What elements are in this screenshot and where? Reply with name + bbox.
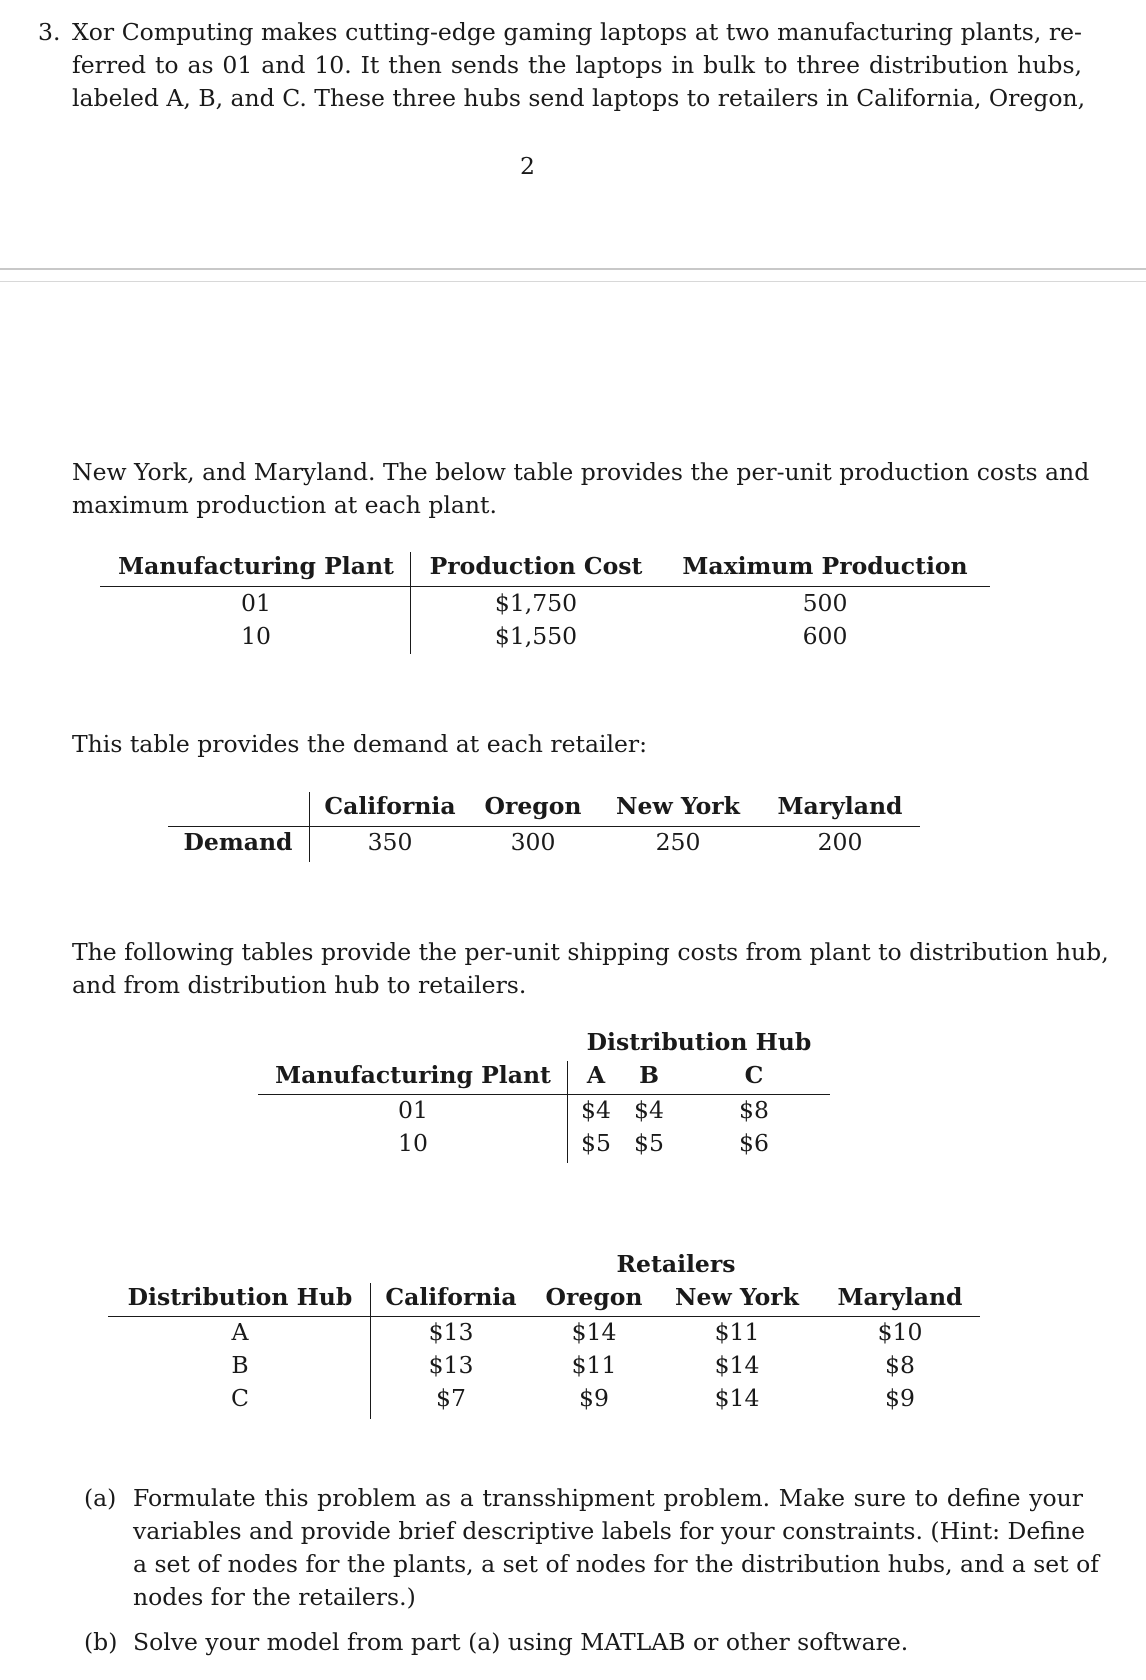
part-line: Formulate this problem as a transshipment problem. Make sure to define your	[133, 1484, 1083, 1512]
plant-hub-header: A	[586, 1061, 606, 1089]
production-header: Production Cost	[429, 552, 643, 580]
hub-retailer-cell: $11	[571, 1351, 617, 1379]
hub-retailer-cell: $13	[428, 1351, 474, 1379]
table-rule	[370, 1283, 371, 1419]
hub-retailer-cell: $14	[714, 1384, 760, 1412]
plant-hub-cell: $6	[739, 1129, 769, 1157]
hub-retailer-header: Maryland	[837, 1283, 963, 1311]
plant-hub-header: C	[744, 1061, 764, 1089]
hub-retailer-cell: $14	[571, 1318, 617, 1346]
hub-retailer-cell: $7	[436, 1384, 466, 1412]
demand-value: 300	[510, 828, 556, 856]
hub-retailer-cell: $8	[885, 1351, 915, 1379]
intro-line: labeled A, B, and C. These three hubs send laptops to retailers in California, Oregon,	[72, 84, 1086, 112]
production-cell: $1,550	[494, 622, 578, 650]
production-header: Manufacturing Plant	[118, 552, 394, 580]
hub-retailer-header: New York	[675, 1283, 799, 1311]
table-rule	[309, 792, 310, 862]
problem-number: 3.	[38, 18, 61, 46]
plant-hub-cell: $8	[739, 1096, 769, 1124]
plant-hub-cell: $5	[581, 1129, 611, 1157]
hub-retailer-cell: $13	[428, 1318, 474, 1346]
shipping-intro	[72, 936, 1109, 1002]
plant-hub-super-header: Distribution Hub	[586, 1028, 812, 1056]
plant-hub-row-label: 10	[398, 1129, 428, 1157]
production-cell: 10	[241, 622, 271, 650]
hub-retailer-cell: $10	[877, 1318, 923, 1346]
part-line: a set of nodes for the plants, a set of nodes for the distribution hubs, and a set of	[133, 1550, 1099, 1578]
demand-header: New York	[616, 792, 740, 820]
demand-row-label: Demand	[183, 828, 293, 856]
continuation-line: maximum production at each plant.	[72, 491, 497, 519]
production-cell: 01	[241, 589, 271, 617]
table-rule	[410, 552, 411, 654]
page-separator	[0, 268, 1146, 270]
demand-header: California	[324, 792, 456, 820]
shipping-intro-line: The following tables provide the per-unit shipping costs from plant to distribution hub,	[72, 938, 1109, 966]
hub-retailer-cell: $14	[714, 1351, 760, 1379]
demand-value: 350	[367, 828, 413, 856]
hub-retailer-super-header: Retailers	[616, 1250, 736, 1278]
shipping-intro-line: and from distribution hub to retailers.	[72, 971, 527, 999]
continuation-line: New York, and Maryland. The below table provides the per-unit production costs and	[72, 458, 1090, 486]
production-cell: 600	[802, 622, 848, 650]
demand-intro: This table provides the demand at each retailer:	[72, 730, 648, 758]
page-number: 2	[520, 152, 535, 180]
part-line: Solve your model from part (a) using MATLAB or other software.	[133, 1628, 909, 1656]
intro-line: Xor Computing makes cutting-edge gaming laptops at two manufacturing plants, re-	[72, 18, 1082, 46]
production-cell: $1,750	[494, 589, 578, 617]
hub-retailer-header: California	[385, 1283, 517, 1311]
demand-header: Maryland	[777, 792, 903, 820]
part-line: variables and provide brief descriptive labels for your constraints. (Hint: Define	[133, 1517, 1086, 1545]
part-label: (a)	[84, 1484, 117, 1512]
hub-retailer-cell: $11	[714, 1318, 760, 1346]
plant-hub-row-header: Manufacturing Plant	[275, 1061, 551, 1089]
hub-retailer-row-label: B	[231, 1351, 249, 1379]
part-label: (b)	[84, 1628, 118, 1656]
hub-retailer-row-label: C	[231, 1384, 249, 1412]
hub-retailer-row-label: A	[231, 1318, 249, 1346]
table-rule	[100, 586, 990, 587]
continuation-paragraph	[72, 456, 1090, 522]
part-text	[133, 1626, 1083, 1659]
hub-retailer-header: Oregon	[545, 1283, 643, 1311]
part-line: nodes for the retailers.)	[133, 1583, 416, 1611]
production-header: Maximum Production	[682, 552, 968, 580]
plant-hub-cell: $4	[581, 1096, 611, 1124]
demand-value: 250	[655, 828, 701, 856]
hub-retailer-cell: $9	[579, 1384, 609, 1412]
hub-retailer-row-header: Distribution Hub	[127, 1283, 353, 1311]
intro-line: ferred to as 01 and 10. It then sends the laptops in bulk to three distribution hubs,	[72, 51, 1082, 79]
problem-intro	[72, 16, 1086, 115]
plant-hub-header: B	[639, 1061, 659, 1089]
demand-value: 200	[817, 828, 863, 856]
page-separator	[0, 281, 1146, 282]
hub-retailer-cell: $9	[885, 1384, 915, 1412]
demand-header: Oregon	[484, 792, 582, 820]
plant-hub-cell: $4	[634, 1096, 664, 1124]
production-cell: 500	[802, 589, 848, 617]
part-text	[133, 1482, 1099, 1614]
table-rule	[567, 1061, 568, 1163]
plant-hub-row-label: 01	[398, 1096, 428, 1124]
plant-hub-cell: $5	[634, 1129, 664, 1157]
